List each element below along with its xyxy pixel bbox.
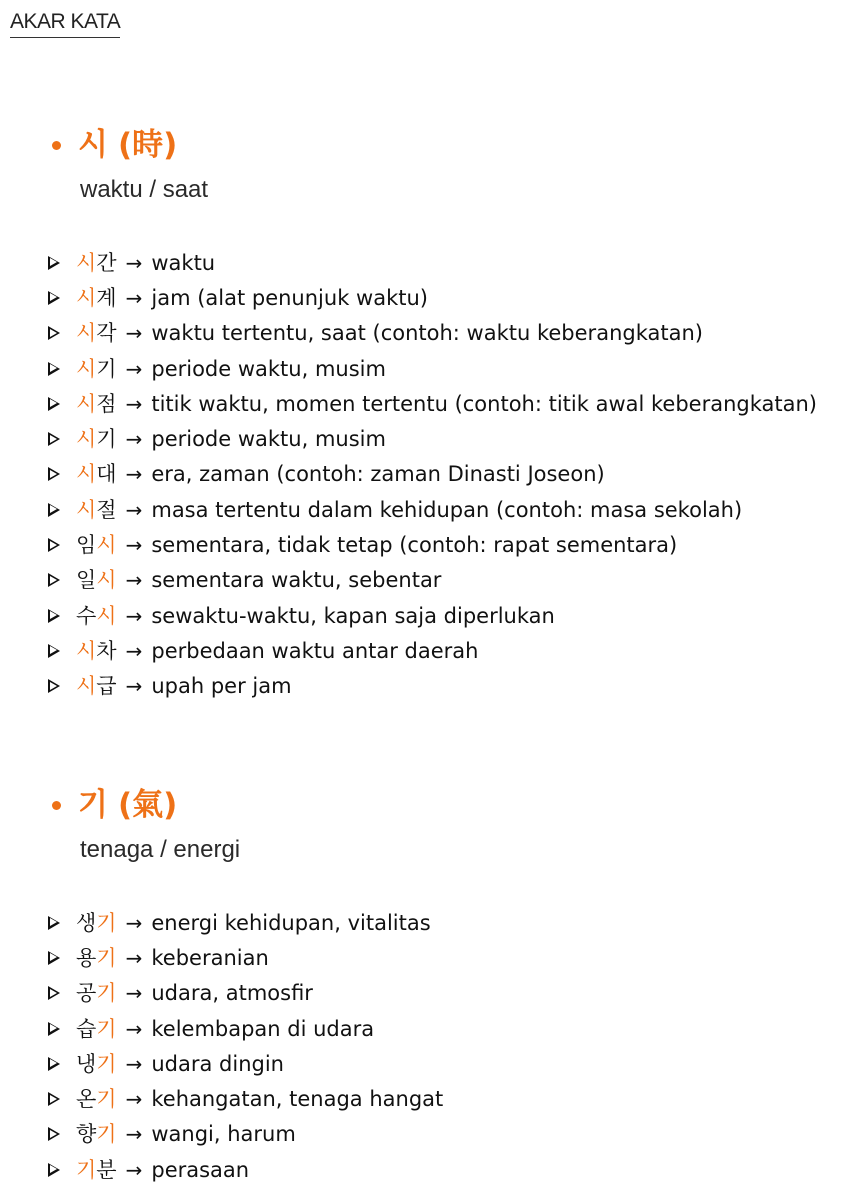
word-suffix: 기 bbox=[96, 356, 117, 381]
word-suffix: 차 bbox=[96, 638, 117, 663]
word-root-highlight: 시 bbox=[96, 568, 117, 593]
word-root-highlight: 시 bbox=[76, 462, 97, 487]
triangle-right-icon bbox=[48, 503, 60, 517]
list-item bbox=[48, 1011, 443, 1046]
arrow-right-icon: → bbox=[125, 945, 143, 970]
list-item bbox=[48, 1081, 443, 1116]
arrow-right-icon: → bbox=[125, 321, 143, 346]
korean-word bbox=[76, 461, 117, 487]
arrow-right-icon: → bbox=[125, 1087, 143, 1112]
triangle-right-icon bbox=[48, 916, 60, 930]
korean-word bbox=[76, 356, 117, 382]
word-suffix: 급 bbox=[96, 674, 117, 699]
triangle-right-icon bbox=[48, 467, 60, 481]
list-item bbox=[48, 940, 443, 975]
word-prefix: 생 bbox=[76, 910, 97, 935]
root-hanja: (氣) bbox=[117, 787, 178, 823]
korean-word bbox=[76, 250, 117, 276]
triangle-right-icon bbox=[48, 538, 60, 552]
word-root-highlight: 기 bbox=[96, 945, 117, 970]
root-korean: 시 bbox=[78, 127, 108, 163]
word-suffix: 기 bbox=[96, 427, 117, 452]
word-suffix: 절 bbox=[96, 497, 117, 522]
bullet-dot-icon bbox=[52, 801, 61, 810]
triangle-right-icon bbox=[48, 1127, 60, 1141]
word-root-highlight: 시 bbox=[96, 533, 117, 558]
word-meaning: waktu bbox=[151, 250, 216, 275]
korean-word bbox=[76, 426, 117, 452]
word-root-highlight: 기 bbox=[96, 910, 117, 935]
korean-word bbox=[76, 980, 117, 1006]
arrow-right-icon: → bbox=[125, 427, 143, 452]
korean-word bbox=[76, 1086, 117, 1112]
triangle-right-icon bbox=[48, 573, 60, 587]
list-item bbox=[48, 421, 817, 456]
korean-word bbox=[76, 910, 117, 936]
list-item bbox=[48, 457, 817, 492]
list-item bbox=[48, 976, 443, 1011]
word-meaning: era, zaman (contoh: zaman Dinasti Joseon) bbox=[151, 462, 605, 487]
triangle-right-icon bbox=[48, 1092, 60, 1106]
korean-word bbox=[76, 673, 117, 699]
word-suffix: 간 bbox=[96, 250, 117, 275]
word-meaning: perasaan bbox=[151, 1157, 250, 1182]
word-prefix: 용 bbox=[76, 945, 97, 970]
word-meaning: titik waktu, momen tertentu (contoh: titik awal keberangkatan) bbox=[151, 391, 817, 416]
word-root-highlight: 시 bbox=[76, 427, 97, 452]
korean-word bbox=[76, 285, 117, 311]
korean-word bbox=[76, 945, 117, 971]
triangle-right-icon bbox=[48, 609, 60, 623]
arrow-right-icon: → bbox=[125, 391, 143, 416]
word-root-highlight: 기 bbox=[96, 1122, 117, 1147]
list-item bbox=[48, 492, 817, 527]
word-root-highlight: 기 bbox=[96, 1051, 117, 1076]
triangle-right-icon bbox=[48, 256, 60, 270]
arrow-right-icon: → bbox=[125, 462, 143, 487]
word-meaning: waktu tertentu, saat (contoh: waktu keberangkatan) bbox=[151, 321, 703, 346]
korean-word bbox=[76, 1051, 117, 1077]
list-item bbox=[48, 316, 817, 351]
triangle-right-icon bbox=[48, 362, 60, 376]
word-root-highlight: 시 bbox=[76, 250, 97, 275]
word-prefix: 냉 bbox=[76, 1051, 97, 1076]
list-item bbox=[48, 386, 817, 421]
word-meaning: energi kehidupan, vitalitas bbox=[151, 910, 431, 935]
korean-word bbox=[76, 391, 117, 417]
word-root-highlight: 시 bbox=[76, 391, 97, 416]
triangle-right-icon bbox=[48, 1163, 60, 1177]
list-item bbox=[48, 633, 817, 668]
list-item bbox=[48, 245, 817, 280]
list-item bbox=[48, 1046, 443, 1081]
word-meaning: keberanian bbox=[151, 945, 269, 970]
triangle-right-icon bbox=[48, 951, 60, 965]
korean-word bbox=[76, 532, 117, 558]
word-root-highlight: 시 bbox=[76, 356, 97, 381]
word-prefix: 온 bbox=[76, 1087, 97, 1112]
section-meaning: waktu / saat bbox=[80, 176, 209, 203]
word-root-highlight: 기 bbox=[76, 1157, 97, 1182]
page-title: AKAR KATA bbox=[10, 10, 120, 38]
word-list bbox=[48, 245, 817, 704]
triangle-right-icon bbox=[48, 644, 60, 658]
arrow-right-icon: → bbox=[125, 285, 143, 310]
list-item bbox=[48, 527, 817, 562]
korean-word bbox=[76, 638, 117, 664]
word-meaning: jam (alat penunjuk waktu) bbox=[151, 285, 428, 310]
word-prefix: 공 bbox=[76, 981, 97, 1006]
korean-word bbox=[76, 320, 117, 346]
word-meaning: udara dingin bbox=[151, 1051, 284, 1076]
word-meaning: sementara, tidak tetap (contoh: rapat sementara) bbox=[151, 533, 678, 558]
word-meaning: sewaktu-waktu, kapan saja diperlukan bbox=[151, 603, 555, 628]
list-item bbox=[48, 1117, 443, 1152]
word-prefix: 임 bbox=[76, 533, 97, 558]
word-prefix: 향 bbox=[76, 1122, 97, 1147]
word-suffix: 대 bbox=[96, 462, 117, 487]
word-meaning: periode waktu, musim bbox=[151, 427, 386, 452]
triangle-right-icon bbox=[48, 291, 60, 305]
word-root-highlight: 시 bbox=[76, 674, 97, 699]
bullet-dot-icon bbox=[52, 141, 61, 150]
korean-word bbox=[76, 567, 117, 593]
triangle-right-icon bbox=[48, 1022, 60, 1036]
word-root-highlight: 시 bbox=[76, 497, 97, 522]
triangle-right-icon bbox=[48, 397, 60, 411]
word-prefix: 습 bbox=[76, 1016, 97, 1041]
word-suffix: 점 bbox=[96, 391, 117, 416]
arrow-right-icon: → bbox=[125, 568, 143, 593]
word-list bbox=[48, 905, 443, 1187]
word-root-highlight: 기 bbox=[96, 1087, 117, 1112]
word-root-highlight: 시 bbox=[76, 321, 97, 346]
word-prefix: 일 bbox=[76, 568, 97, 593]
arrow-right-icon: → bbox=[125, 674, 143, 699]
word-meaning: kehangatan, tenaga hangat bbox=[151, 1087, 444, 1112]
word-root-highlight: 시 bbox=[76, 638, 97, 663]
arrow-right-icon: → bbox=[125, 638, 143, 663]
triangle-right-icon bbox=[48, 326, 60, 340]
root-korean: 기 bbox=[78, 787, 108, 823]
word-meaning: sementara waktu, sebentar bbox=[151, 568, 442, 593]
word-meaning: masa tertentu dalam kehidupan (contoh: masa sekolah) bbox=[151, 497, 743, 522]
section-heading bbox=[52, 785, 177, 825]
arrow-right-icon: → bbox=[125, 603, 143, 628]
list-item bbox=[48, 905, 443, 940]
word-suffix: 분 bbox=[96, 1157, 117, 1182]
arrow-right-icon: → bbox=[125, 356, 143, 381]
word-root-highlight: 시 bbox=[96, 603, 117, 628]
korean-word bbox=[76, 1157, 117, 1183]
arrow-right-icon: → bbox=[125, 1051, 143, 1076]
section-meaning: tenaga / energi bbox=[80, 836, 241, 863]
arrow-right-icon: → bbox=[125, 250, 143, 275]
triangle-right-icon bbox=[48, 986, 60, 1000]
word-meaning: upah per jam bbox=[151, 674, 292, 699]
list-item bbox=[48, 280, 817, 315]
korean-word bbox=[76, 1121, 117, 1147]
list-item bbox=[48, 598, 817, 633]
word-root-highlight: 기 bbox=[96, 1016, 117, 1041]
word-meaning: perbedaan waktu antar daerah bbox=[151, 638, 479, 663]
arrow-right-icon: → bbox=[125, 1016, 143, 1041]
section-heading bbox=[52, 125, 177, 165]
word-meaning: periode waktu, musim bbox=[151, 356, 386, 381]
arrow-right-icon: → bbox=[125, 981, 143, 1006]
word-meaning: udara, atmosfir bbox=[151, 981, 313, 1006]
word-meaning: kelembapan di udara bbox=[151, 1016, 375, 1041]
word-root-highlight: 기 bbox=[96, 981, 117, 1006]
korean-word bbox=[76, 497, 117, 523]
arrow-right-icon: → bbox=[125, 1157, 143, 1182]
word-suffix: 각 bbox=[96, 321, 117, 346]
triangle-right-icon bbox=[48, 679, 60, 693]
list-item bbox=[48, 563, 817, 598]
arrow-right-icon: → bbox=[125, 533, 143, 558]
word-meaning: wangi, harum bbox=[151, 1122, 296, 1147]
list-item bbox=[48, 669, 817, 704]
list-item bbox=[48, 1152, 443, 1187]
word-suffix: 계 bbox=[96, 285, 117, 310]
triangle-right-icon bbox=[48, 1057, 60, 1071]
list-item bbox=[48, 351, 817, 386]
korean-word bbox=[76, 603, 117, 629]
arrow-right-icon: → bbox=[125, 497, 143, 522]
root-hanja: (時) bbox=[117, 127, 178, 163]
word-prefix: 수 bbox=[76, 603, 97, 628]
korean-word bbox=[76, 1016, 117, 1042]
word-root-highlight: 시 bbox=[76, 285, 97, 310]
arrow-right-icon: → bbox=[125, 1122, 143, 1147]
triangle-right-icon bbox=[48, 432, 60, 446]
arrow-right-icon: → bbox=[125, 910, 143, 935]
